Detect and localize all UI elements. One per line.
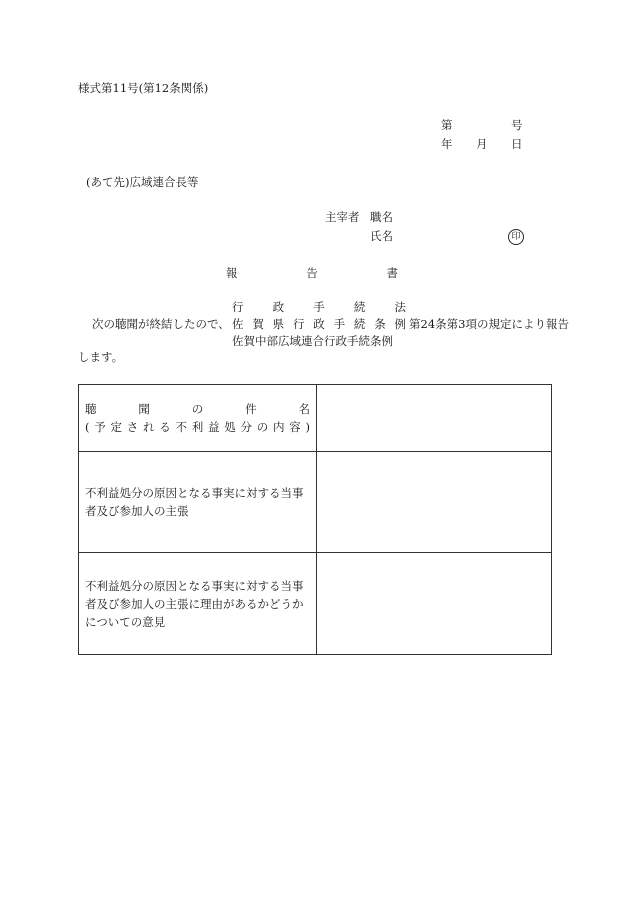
body-closing: します。 — [78, 350, 124, 364]
row-value-party-claims[interactable] — [317, 452, 552, 553]
title-char: 告 — [306, 266, 318, 280]
row-value-opinion[interactable] — [317, 553, 552, 655]
date-month: 月 — [476, 137, 488, 151]
opinion-line: 不利益処分の原因となる事実に対する当事 — [85, 578, 304, 593]
body-intro: 次の聴聞が終結したので、 — [92, 317, 230, 331]
row-value-hearing-title[interactable] — [317, 385, 552, 452]
presider-role: 主宰者 — [325, 210, 360, 224]
form-number: 様式第11号(第12条関係) — [78, 81, 209, 95]
planned-disposition-label: ( 予 定 さ れ る 不 利 益 処 分 の 内 容 ) — [85, 420, 310, 434]
opinion-line: 者及び参加人の主張に理由があるかどうか — [85, 596, 304, 611]
title-char: 報 — [226, 266, 238, 280]
doc-number-go: 号 — [511, 118, 523, 132]
party-claims-line: 者及び参加人の主張 — [85, 504, 189, 518]
hearing-title-label: 聴 聞 の 件 名 — [85, 402, 310, 416]
seal-mark: 印 — [508, 229, 524, 245]
date-year: 年 — [441, 137, 453, 151]
document-title — [226, 268, 398, 280]
report-table — [78, 384, 552, 655]
row-label-party-claims — [79, 452, 317, 553]
addressee: (あて先)広域連合長等 — [86, 175, 199, 189]
law-option-3: 佐賀中部広域連合行政手続条例 — [232, 334, 393, 348]
presider-name: 氏名 — [370, 229, 393, 243]
law-option-2: 佐 賀 県 行 政 手 続 条 例 — [232, 317, 406, 331]
doc-number-dai: 第 — [441, 118, 453, 132]
party-claims-line: 不利益処分の原因となる事実に対する当事 — [85, 486, 304, 500]
law-option-1: 行 政 手 続 法 — [232, 300, 406, 314]
date-day: 日 — [511, 137, 523, 151]
title-char: 書 — [386, 266, 398, 280]
opinion-line: についての意見 — [85, 614, 166, 629]
row-label-opinion — [79, 553, 317, 655]
row-label-hearing-title — [79, 385, 317, 452]
body-article: 第24条第3項の規定により報告 — [409, 317, 569, 331]
presider-position: 職名 — [370, 210, 393, 224]
